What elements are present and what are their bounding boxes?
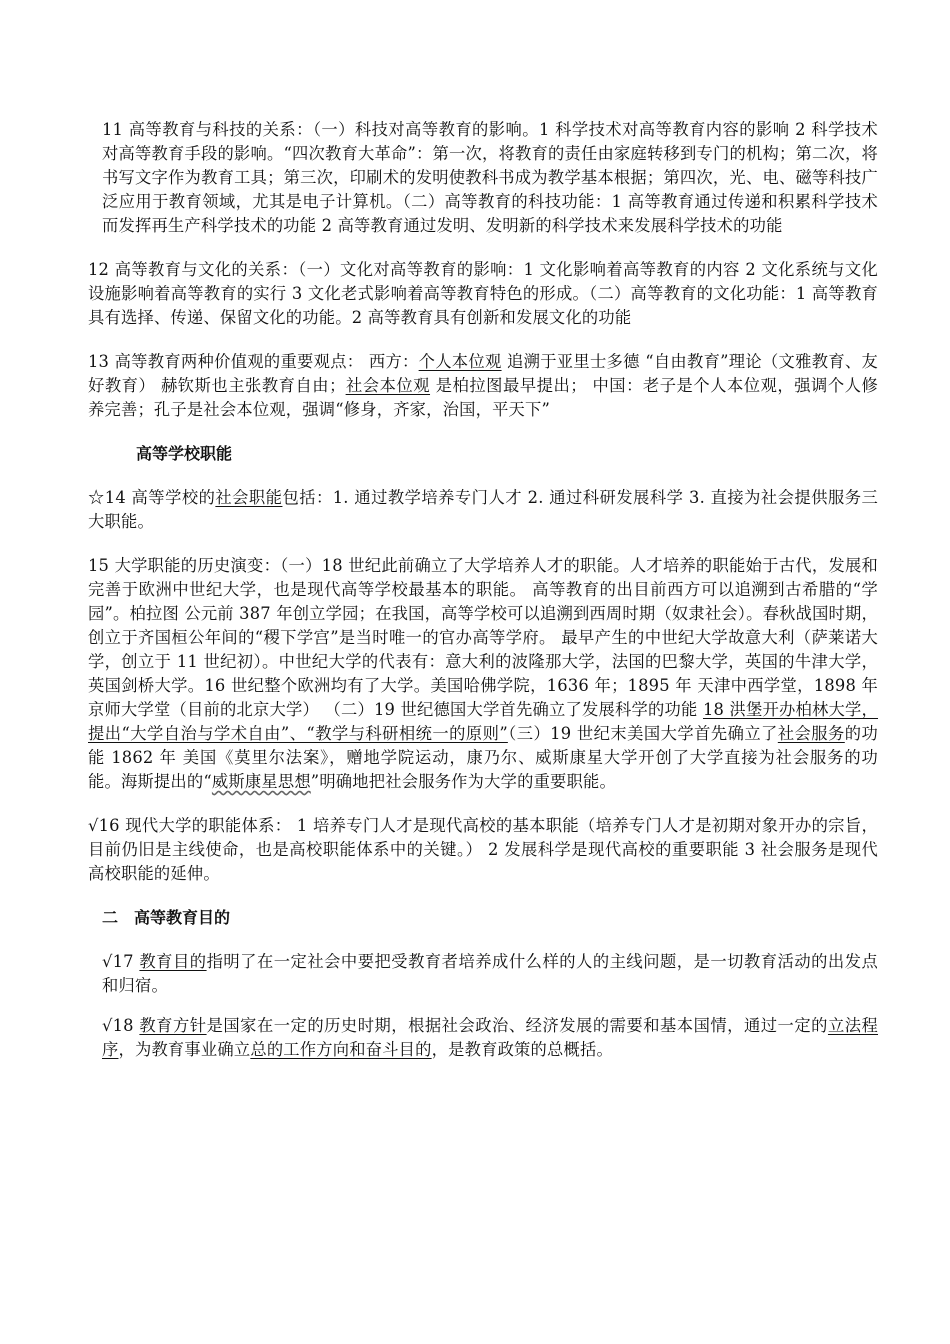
document-page: [88, 118, 878, 1082]
term-social-service: 社会服务: [777, 724, 845, 743]
paragraph-18-text-a: √18: [102, 1016, 140, 1035]
paragraph-15-text-g: ”明确地把社会服务作为大学的重要职能。: [310, 772, 616, 791]
paragraph-13: [88, 350, 878, 422]
paragraph-18-text-e: ，为教育事业确立: [118, 1040, 251, 1059]
paragraph-13-text-c: 追溯于亚里士多德 “自由教育”理论（文雅教育、友好教育） 赫钦斯也主张教育自由；: [88, 352, 878, 395]
paragraph-14-text-a: ☆14 高等学校的: [88, 488, 216, 507]
paragraph-17-text-a: √17: [102, 952, 140, 971]
term-overall-direction: 总的工作方向和奋斗目的: [250, 1040, 432, 1059]
paragraph-15-text-c: （三）19 世纪末美国大学首先确立了: [507, 724, 778, 743]
paragraph-13-text-e: 是柏拉图最早提出； 中国：老子是个人本位观，强调个人修养完善；孔子是社会本位观，强调“修身，齐家，治国，平天下”: [88, 376, 878, 419]
term-education-aim: 教育目的: [139, 952, 207, 971]
paragraph-12: 12 高等教育与文化的关系：（一）文化对高等教育的影响：1 文化影响着高等教育的内容 2 文化系统与文化设施影响着高等教育的实行 3 文化老式影响着高等教育特色的形成。（二）高等教育的文化功能：1 高等教育具有选择、传递、保留文化的功能。2 高等教育具有创新和发展文化的功能: [88, 260, 878, 327]
paragraph-15-text-e: 的功能 1862 年 美国《莫里尔法案》，赠地学院运动，康乃尔、威斯康星大学开创了大学直接为社会服务的功能。海斯提出的“: [88, 724, 879, 791]
term-social-standard: 社会本位观: [345, 376, 431, 395]
term-education-policy: 教育方针: [139, 1016, 207, 1035]
paragraph-16: √16 现代大学的职能体系： 1 培养专门人才是现代高校的基本职能（培养专门人才是初期对象开办的宗旨，目前仍旧是主线使命，也是高校职能体系中的关键。） 2 发展科学是现代高校的重要职能 3 社会服务是现代高校职能的延伸。: [88, 816, 878, 883]
term-wisconsin-idea: 威斯康星思想: [211, 772, 311, 791]
paragraph-17: [88, 950, 878, 998]
paragraph-14: [88, 486, 878, 534]
heading-education-aims: 二 高等教育目的: [102, 908, 231, 927]
paragraph-18: [88, 1014, 878, 1062]
paragraph-11: 11 高等教育与科技的关系：（一）科技对高等教育的影响。1 科学技术对高等教育内容的影响 2 科学技术对高等教育手段的影响。“四次教育大革命”：第一次，将教育的责任由家庭转移到专门的机构；第二次，将书写文字作为教育工具；第三次，印刷术的发明使教科书成为教学基本根据；第四次，光、电、磁等科技广泛应用于教育领域，尤其是电子计算机。（二）高等教育的科技功能：1 高等教育通过传递和积累科学技术而发挥再生产科学技术的功能 2 高等教育通过发明、发明新的科学技术来发展科学技术的功能: [102, 120, 878, 235]
paragraph-18-text-c: 是国家在一定的历史时期，根据社会政治、经济发展的需要和基本国情，通过一定的: [206, 1016, 828, 1035]
term-legislative-procedure: 立法程序: [102, 1016, 879, 1059]
paragraph-17-text-c: 指明了在一定社会中要把受教育者培养成什么样的人的主线问题，是一切教育活动的出发点和归宿。: [102, 952, 878, 995]
paragraph-15-text-a: 15 大学职能的历史演变：（一）18 世纪此前确立了大学培养人才的职能。人才培养的职能始于古代，发展和完善于欧洲中世纪大学，也是现代高等学校最基本的职能。 高等教育的出目前西方可以追溯到古希腊的“学园”。柏拉图 公元前 387 年创立学园；在我国，高等学校可以追溯到西周时期（奴隶社会）。春秋战国时期，创立于齐国桓公年间的“稷下学宫”是当时唯一的官办高等学府。 最早产生的中世纪大学故意大利（萨莱诺大学，创立于 11 世纪初）。中世纪大学的代表有：意大利的波隆那大学，法国的巴黎大学，英国的牛津大学，英国剑桥大学。16 世纪整个欧洲均有了大学。美国哈佛学院，1636 年；1895 年 天津中西学堂，1898 年 京师大学堂（目前的北京大学） （二）19 世纪德国大学首先确立了发展科学的功能: [88, 556, 878, 719]
paragraph-18-text-g: ，是教育政策的总概括。: [431, 1040, 613, 1059]
heading-school-functions: 高等学校职能: [136, 444, 233, 463]
term-social-function: 社会职能: [215, 488, 283, 507]
paragraph-13-text-a: 13 高等教育两种价值观的重要观点： 西方：: [88, 352, 419, 371]
term-individual-standard: 个人本位观: [418, 352, 502, 371]
humboldt-berlin-line: 18 洪堡开办柏林大学，提出“大学自治与学术自由”、“教学与科研相统一的原则”: [88, 700, 879, 743]
paragraph-14-text-c: 包括：1. 通过教学培养专门人才 2. 通过科研发展科学 3. 直接为社会提供服务三大职能。: [88, 488, 878, 531]
paragraph-15: [88, 554, 878, 794]
